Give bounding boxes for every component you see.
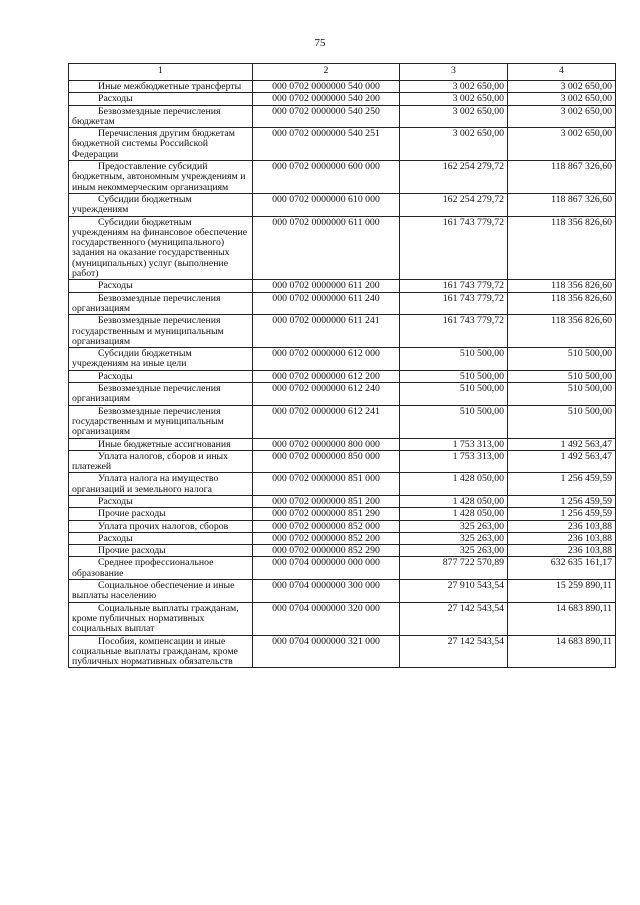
table-row (69, 635, 616, 668)
table-row (69, 545, 616, 557)
row-value-executed: 236 103,88 (508, 532, 616, 544)
row-value-approved: 162 254 279,72 (400, 161, 508, 194)
row-value-executed: 1 492 563,47 (508, 450, 616, 473)
table-row (69, 520, 616, 532)
table-row (69, 405, 616, 438)
table-row (69, 280, 616, 292)
row-code: 000 0702 0000000 611 240 (253, 292, 400, 315)
row-value-executed: 118 867 326,60 (508, 161, 616, 194)
row-code: 000 0702 0000000 851 200 (253, 495, 400, 507)
row-code: 000 0702 0000000 540 251 (253, 128, 400, 161)
table-row (69, 450, 616, 473)
row-value-executed: 632 635 161,17 (508, 557, 616, 580)
row-code: 000 0702 0000000 850 000 (253, 450, 400, 473)
row-name: Безвозмездные перечисления государственным и муниципальным организациям (69, 315, 253, 348)
row-name: Социальное обеспечение и иные выплаты населению (69, 580, 253, 603)
row-code: 000 0702 0000000 852 000 (253, 520, 400, 532)
row-value-approved: 161 743 779,72 (400, 280, 508, 292)
table-row (69, 216, 616, 280)
table-row (69, 532, 616, 544)
row-name: Безвозмездные перечисления государственным и муниципальным организациям (69, 405, 253, 438)
row-name: Предоставление субсидий бюджетным, автономным учреждениям и иным некоммерческим организациям (69, 161, 253, 194)
row-value-executed: 1 256 459,59 (508, 495, 616, 507)
row-value-approved: 161 743 779,72 (400, 292, 508, 315)
row-value-executed: 236 103,88 (508, 520, 616, 532)
row-value-executed: 510 500,00 (508, 370, 616, 382)
row-code: 000 0702 0000000 852 200 (253, 532, 400, 544)
table-row (69, 81, 616, 93)
table-row (69, 161, 616, 194)
table-body (69, 81, 616, 668)
row-value-approved: 27 910 543,54 (400, 580, 508, 603)
row-name: Безвозмездные перечисления организациям (69, 383, 253, 406)
row-value-approved: 1 428 050,00 (400, 473, 508, 496)
row-value-executed: 3 002 650,00 (508, 105, 616, 128)
row-code: 000 0702 0000000 611 000 (253, 216, 400, 280)
row-name: Уплата прочих налогов, сборов (69, 520, 253, 532)
table-row (69, 193, 616, 216)
row-name: Иные межбюджетные трансферты (69, 81, 253, 93)
row-value-approved: 325 263,00 (400, 532, 508, 544)
row-name: Иные бюджетные ассигнования (69, 438, 253, 450)
row-code: 000 0702 0000000 612 200 (253, 370, 400, 382)
table-row (69, 495, 616, 507)
row-name: Расходы (69, 93, 253, 105)
row-value-approved: 27 142 543,54 (400, 602, 508, 635)
row-code: 000 0702 0000000 610 000 (253, 193, 400, 216)
row-value-executed: 14 683 890,11 (508, 635, 616, 668)
table-row (69, 580, 616, 603)
row-name: Расходы (69, 532, 253, 544)
row-value-executed: 3 002 650,00 (508, 81, 616, 93)
row-value-approved: 3 002 650,00 (400, 105, 508, 128)
row-value-approved: 3 002 650,00 (400, 93, 508, 105)
table-row (69, 602, 616, 635)
row-value-approved: 510 500,00 (400, 348, 508, 371)
header-cell-3: 3 (400, 64, 508, 81)
row-value-executed: 118 356 826,60 (508, 216, 616, 280)
row-value-executed: 118 867 326,60 (508, 193, 616, 216)
row-name: Прочие расходы (69, 545, 253, 557)
row-name: Безвозмездные перечисления бюджетам (69, 105, 253, 128)
header-row (69, 64, 616, 81)
table-row (69, 557, 616, 580)
row-value-executed: 510 500,00 (508, 383, 616, 406)
row-code: 000 0702 0000000 851 290 (253, 508, 400, 520)
page-number: 75 (314, 37, 326, 49)
row-value-approved: 325 263,00 (400, 520, 508, 532)
row-value-executed: 14 683 890,11 (508, 602, 616, 635)
row-value-executed: 118 356 826,60 (508, 280, 616, 292)
row-name: Расходы (69, 370, 253, 382)
row-code: 000 0702 0000000 540 000 (253, 81, 400, 93)
row-value-executed: 3 002 650,00 (508, 128, 616, 161)
row-value-executed: 1 256 459,59 (508, 473, 616, 496)
row-code: 000 0702 0000000 540 200 (253, 93, 400, 105)
row-code: 000 0704 0000000 000 000 (253, 557, 400, 580)
header-cell-2: 2 (253, 64, 400, 81)
row-code: 000 0702 0000000 540 250 (253, 105, 400, 128)
row-value-executed: 118 356 826,60 (508, 292, 616, 315)
row-code: 000 0704 0000000 320 000 (253, 602, 400, 635)
table-row (69, 93, 616, 105)
row-name: Субсидии бюджетным учреждениям (69, 193, 253, 216)
row-value-approved: 877 722 570,89 (400, 557, 508, 580)
row-value-approved: 325 263,00 (400, 545, 508, 557)
row-name: Пособия, компенсации и иные социальные выплаты гражданам, кроме публичных нормативных обязательств (69, 635, 253, 668)
row-value-approved: 510 500,00 (400, 370, 508, 382)
row-name: Субсидии бюджетным учреждениям на финансовое обеспечение государственного (муниципального) задания на оказание государственных (муниципальных) услуг (выполнение работ) (69, 216, 253, 280)
row-name: Среднее профессиональное образование (69, 557, 253, 580)
row-code: 000 0702 0000000 800 000 (253, 438, 400, 450)
budget-table (68, 63, 616, 668)
row-name: Прочие расходы (69, 508, 253, 520)
header-cell-1: 1 (69, 64, 253, 81)
row-value-approved: 161 743 779,72 (400, 315, 508, 348)
row-value-executed: 1 256 459,59 (508, 508, 616, 520)
row-name: Уплата налога на имущество организаций и земельного налога (69, 473, 253, 496)
row-value-executed: 1 492 563,47 (508, 438, 616, 450)
row-code: 000 0702 0000000 612 241 (253, 405, 400, 438)
row-name: Расходы (69, 280, 253, 292)
row-code: 000 0704 0000000 300 000 (253, 580, 400, 603)
table-row (69, 348, 616, 371)
row-value-executed: 510 500,00 (508, 348, 616, 371)
row-value-approved: 1 753 313,00 (400, 438, 508, 450)
row-value-approved: 3 002 650,00 (400, 128, 508, 161)
row-value-approved: 510 500,00 (400, 405, 508, 438)
row-name: Субсидии бюджетным учреждениям на иные цели (69, 348, 253, 371)
row-name: Перечисления другим бюджетам бюджетной системы Российской Федерации (69, 128, 253, 161)
row-code: 000 0704 0000000 321 000 (253, 635, 400, 668)
row-value-executed: 15 259 890,11 (508, 580, 616, 603)
table-row (69, 315, 616, 348)
table-row (69, 438, 616, 450)
row-value-executed: 118 356 826,60 (508, 315, 616, 348)
header-cell-4: 4 (508, 64, 616, 81)
row-value-executed: 510 500,00 (508, 405, 616, 438)
row-name: Социальные выплаты гражданам, кроме публичных нормативных социальных выплат (69, 602, 253, 635)
row-value-approved: 1 753 313,00 (400, 450, 508, 473)
row-code: 000 0702 0000000 612 240 (253, 383, 400, 406)
row-code: 000 0702 0000000 612 000 (253, 348, 400, 371)
row-code: 000 0702 0000000 600 000 (253, 161, 400, 194)
row-name: Уплата налогов, сборов и иных платежей (69, 450, 253, 473)
row-name: Расходы (69, 495, 253, 507)
table-row (69, 508, 616, 520)
row-value-approved: 27 142 543,54 (400, 635, 508, 668)
row-code: 000 0702 0000000 611 241 (253, 315, 400, 348)
row-value-approved: 3 002 650,00 (400, 81, 508, 93)
table-row (69, 128, 616, 161)
row-value-approved: 161 743 779,72 (400, 216, 508, 280)
row-value-executed: 236 103,88 (508, 545, 616, 557)
table-row (69, 370, 616, 382)
row-name: Безвозмездные перечисления организациям (69, 292, 253, 315)
row-value-approved: 510 500,00 (400, 383, 508, 406)
row-code: 000 0702 0000000 611 200 (253, 280, 400, 292)
table-row (69, 473, 616, 496)
row-value-executed: 3 002 650,00 (508, 93, 616, 105)
row-code: 000 0702 0000000 851 000 (253, 473, 400, 496)
table-row (69, 383, 616, 406)
row-code: 000 0702 0000000 852 290 (253, 545, 400, 557)
row-value-approved: 1 428 050,00 (400, 495, 508, 507)
row-value-approved: 162 254 279,72 (400, 193, 508, 216)
table-header (69, 64, 616, 81)
table-row (69, 292, 616, 315)
row-value-approved: 1 428 050,00 (400, 508, 508, 520)
table-row (69, 105, 616, 128)
